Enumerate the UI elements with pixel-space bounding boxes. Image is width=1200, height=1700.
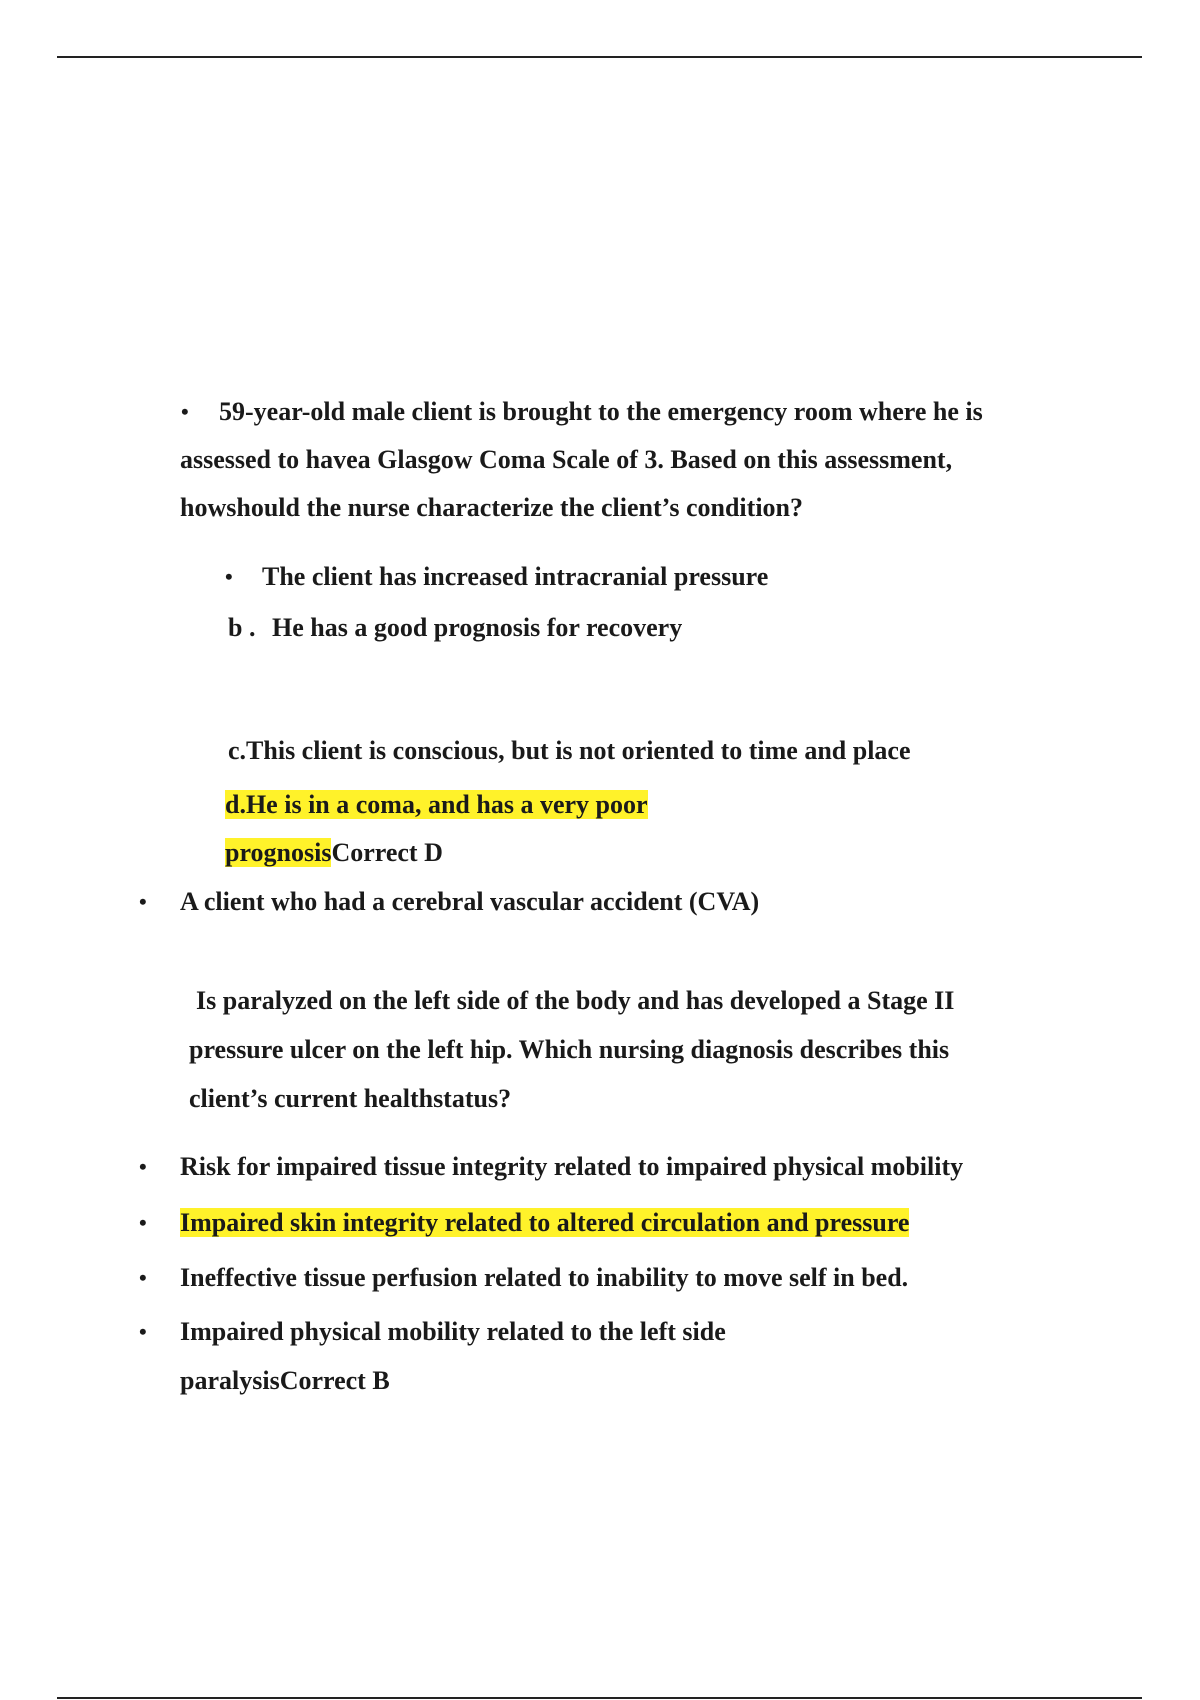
q2-option3: Ineffective tissue perfusion related to inability to move self in bed.: [180, 1263, 909, 1292]
question1-stem-line2: assessed to havea Glasgow Coma Scale of 3. Based on this assessment,: [180, 445, 953, 474]
q2-option4-line1: Impaired physical mobility related to the left side: [180, 1317, 726, 1346]
option-a-bullet: •: [225, 564, 233, 589]
q2-option1-bullet: •: [139, 1154, 147, 1179]
question2-stem-line1: Is paralyzed on the left side of the body and has developed a Stage II: [196, 986, 955, 1015]
q2-option4-bullet: •: [139, 1319, 147, 1344]
question2-bullet: •: [139, 889, 147, 914]
question2-stem-line2: pressure ulcer on the left hip. Which nursing diagnosis describes this: [189, 1035, 950, 1064]
answer-key: Correct D: [331, 838, 443, 867]
bottom-rule: [57, 1697, 1142, 1699]
q2-option4-cont: paralysis: [180, 1366, 280, 1395]
question1-stem-line1: 59-year-old male client is brought to the emergency room where he is: [219, 397, 983, 426]
q2-option1: Risk for impaired tissue integrity related to impaired physical mobility: [180, 1152, 964, 1181]
top-rule: [57, 56, 1142, 58]
answer-key: Correct B: [279, 1366, 390, 1395]
question1-bullet: •: [181, 399, 189, 424]
option-d-line1: [225, 789, 648, 821]
option-d-line2: [225, 837, 443, 869]
correct-answer-highlight: d.He is in a coma, and has a very poor: [225, 790, 648, 819]
correct-answer-highlight-cont: prognosis: [225, 838, 332, 867]
option-c: c.This client is conscious, but is not oriented to time and place: [228, 736, 911, 765]
question2-stem-line3: client’s current healthstatus?: [189, 1084, 512, 1113]
q2-option2: [180, 1207, 909, 1239]
q2-option2-bullet: •: [139, 1210, 147, 1235]
option-b-prefix: b .: [228, 613, 256, 642]
question1-stem-line3: howshould the nurse characterize the client’s condition?: [180, 493, 803, 522]
option-b: He has a good prognosis for recovery: [272, 613, 683, 642]
question2-intro: A client who had a cerebral vascular accident (CVA): [180, 887, 760, 916]
option-a: The client has increased intracranial pressure: [262, 562, 769, 591]
correct-answer-highlight: Impaired skin integrity related to altered circulation and pressure: [180, 1208, 910, 1237]
q2-option4-line2: [180, 1365, 390, 1397]
q2-option3-bullet: •: [139, 1265, 147, 1290]
